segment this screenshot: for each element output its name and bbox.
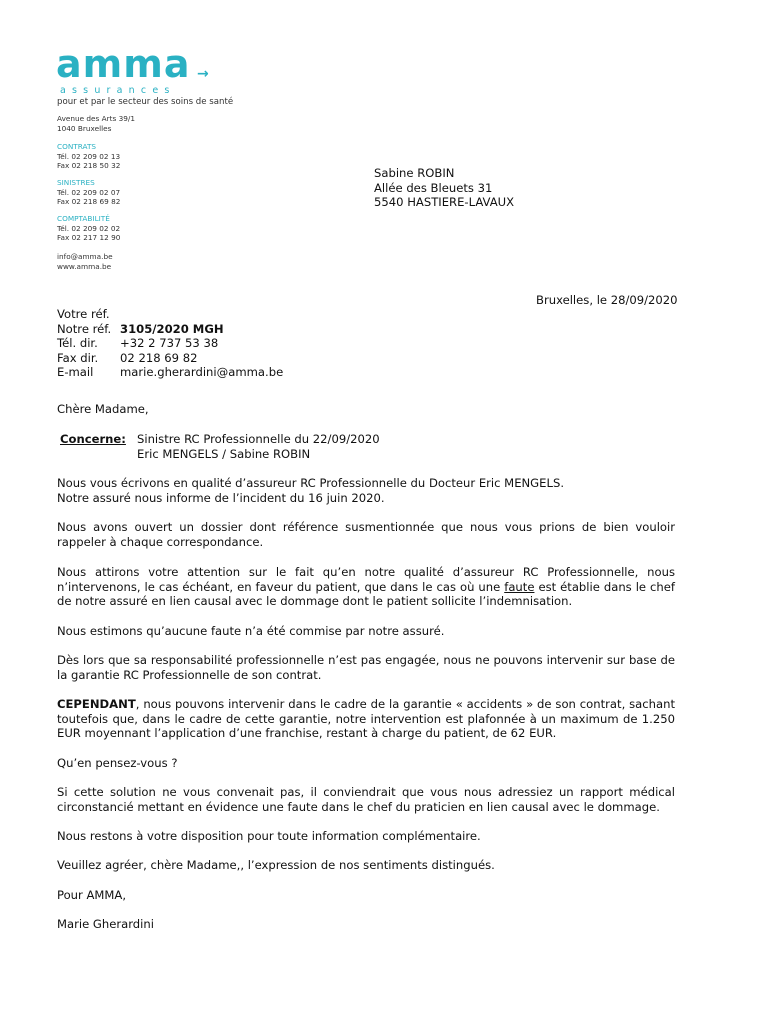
paragraph-4: Nous estimons qu’aucune faute n’a été commise par notre assuré. (57, 624, 445, 638)
paragraph-9: Nous restons à votre disposition pour toute information complémentaire. (57, 829, 481, 843)
salutation: Chère Madame, (57, 402, 149, 416)
recipient-address (374, 166, 514, 210)
logo-tagline: pour et par le secteur des soins de santé (57, 97, 234, 107)
ref-fax-value: 02 218 69 82 (120, 350, 198, 365)
ref-notre-value: 3105/2020 MGH (120, 321, 224, 336)
closing: Pour AMMA, (57, 888, 127, 902)
sender-email: info@amma.be (57, 252, 113, 261)
recipient-city: 5540 HASTIERE-LAVAUX (374, 195, 515, 210)
accounting-block (57, 214, 120, 243)
paragraph-1-line-1: Nous vous écrivons en qualité d’assureur RC Professionnelle du Docteur Eric MENGELS. (57, 476, 564, 490)
recipient-street: Allée des Bleuets 31 (374, 180, 493, 195)
paragraph-7: Qu’en pensez-vous ? (57, 756, 178, 770)
ref-email-label: E-mail (57, 365, 94, 380)
paragraph-3-start: Nous attirons votre attention sur le fait qu’en notre qualité d’assureur RC Professionnelle, nous n’intervenons, le cas échéant, en faveur du patient, que dans le cas où une (57, 565, 675, 594)
contracts-tel: Tél. 02 209 02 13 (57, 151, 121, 161)
claims-heading: SINISTRES (57, 178, 95, 187)
however-keyword: CEPENDANT (57, 697, 136, 711)
contracts-fax: Fax 02 218 50 32 (57, 161, 121, 171)
signature-name: Marie Gherardini (57, 917, 154, 931)
contracts-heading: CONTRATS (57, 142, 97, 151)
sender-street: Avenue des Arts 39/1 (57, 114, 136, 123)
reference-labels (57, 307, 111, 380)
sender-website: www.amma.be (57, 261, 112, 271)
logo-arrow-icon: → (197, 66, 209, 82)
paragraph-1-line-2: Notre assuré nous informe de l’incident du 16 juin 2020. (57, 490, 385, 505)
sender-address (57, 114, 135, 133)
ref-email-value: marie.gherardini@amma.be (120, 365, 284, 380)
ref-fax-label: Fax dir. (57, 350, 99, 365)
accounting-tel: Tél. 02 209 02 02 (57, 223, 121, 233)
paragraph-5: Dès lors que sa responsabilité professionnelle n’est pas engagée, nous ne pouvons intervenir sur base de la garantie RC Professionnelle de son contrat. (57, 653, 675, 682)
letter-date: Bruxelles, le 28/09/2020 (536, 293, 678, 307)
paragraph-8: Si cette solution ne vous convenait pas, il conviendrait que vous nous adressiez un rapport médical circonstancié mettant en évidence une faute dans le chef du praticien en lien causal avec le dommage. (57, 785, 675, 814)
paragraph-10: Veuillez agréer, chère Madame,, l’expression de nos sentiments distingués. (57, 858, 495, 872)
claims-tel: Tél. 02 209 02 07 (57, 187, 121, 197)
contracts-block (57, 142, 120, 171)
accounting-fax: Fax 02 217 12 90 (57, 233, 121, 243)
sender-city: 1040 Bruxelles (57, 123, 112, 133)
paragraph-3 (57, 565, 675, 609)
claims-fax: Fax 02 218 69 82 (57, 197, 121, 207)
ref-tel-value: +32 2 737 53 38 (120, 336, 219, 351)
ref-notre-label: Notre réf. (57, 321, 112, 336)
paragraph-3-end: est établie dans le chef de notre assuré en lien causal avec le dommage dont le patient sollicite l’indemnisation. (57, 579, 675, 609)
reference-values (120, 322, 283, 380)
subject-label: Concerne: (60, 432, 126, 446)
subject-lines (137, 432, 380, 461)
claims-block (57, 178, 120, 207)
paragraph-1 (57, 476, 564, 505)
subject-line-2: Eric MENGELS / Sabine ROBIN (137, 446, 311, 461)
ref-votre-label: Votre réf. (57, 307, 110, 321)
accounting-heading: COMPTABILITÉ (57, 214, 110, 223)
fault-term: faute (504, 579, 535, 594)
ref-tel-label: Tél. dir. (57, 336, 98, 351)
logo-subtitle: assurances (60, 85, 176, 96)
paragraph-2: Nous avons ouvert un dossier dont référence susmentionnée que nous vous prions de bien vouloir rappeler à chaque correspondance. (57, 520, 675, 549)
recipient-name: Sabine ROBIN (374, 166, 455, 180)
brand-logo: amma (56, 42, 191, 86)
subject-line-1: Sinistre RC Professionnelle du 22/09/2020 (137, 432, 380, 446)
paragraph-6 (57, 697, 675, 741)
paragraph-6-rest: , nous pouvons intervenir dans le cadre de la garantie « accidents » de son contrat, sachant toutefois que, dans le cadre de cette garantie, notre intervention est plafonnée à un maximum de 1.250 EUR moyennant l’application d’une franchise, restant à charge du patient, de 62 EUR. (57, 697, 675, 741)
sender-contact (57, 252, 113, 271)
